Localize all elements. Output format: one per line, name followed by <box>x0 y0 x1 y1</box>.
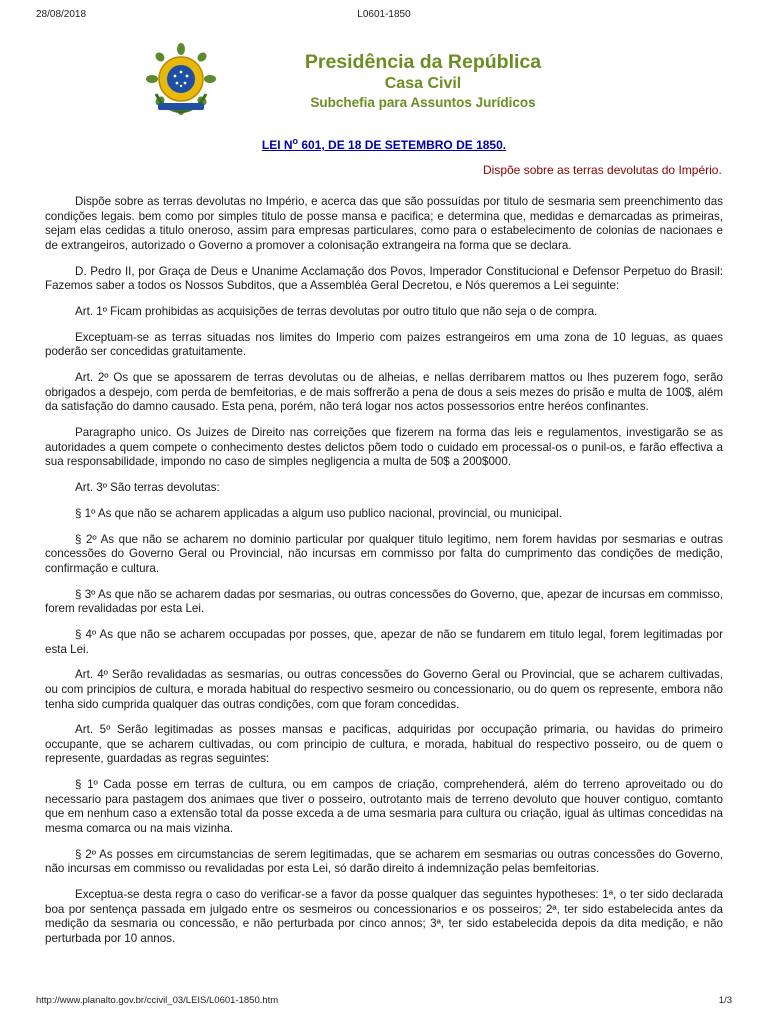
paragraph-art-3-s2: § 2º As que não se acharem no dominio particular por qualquer titulo legitimo, nem forem havidas por sesmarias e outras concessões do Governo Geral ou Provincial, não incursas em commisso por falta do cumprimento das condições de medição, confirmação e cultura. <box>45 532 723 575</box>
page-number: 1/3 <box>718 995 732 1006</box>
coat-of-arms-icon <box>146 42 216 116</box>
paragraph-art-3-s3: § 3º As que não se acharem dadas por sesmarias, ou outras concessões do Governo, que, apezar de incursas em commisso, forem revalidadas por esta Lei. <box>45 587 723 616</box>
paragraph-art-3: Art. 3º São terras devolutas: <box>75 481 220 495</box>
paragraph-art-5: Art. 5º Serão legitimadas as posses mansas e pacificas, adquiridas por occupação primaria, ou havidas do primeiro occupante, que se acharem cultivadas, ou com principio de cultura, e morada, habitual do respectivo posseiro, ou de quem o represente, guardadas as regras seguintes: <box>45 723 723 766</box>
print-title: L0601-1850 <box>357 9 411 20</box>
law-body <box>45 195 723 958</box>
paragraph-art-3-s4: § 4º As que não se acharem occupadas por posses, que, apezar de não se fundarem em titulo legal, forem legitimadas por esta Lei. <box>45 627 723 656</box>
paragraph-art-5-s2: § 2º As posses em circumstancias de serem legitimadas, que se acharem em sesmarias ou outras concessões do Governo, não incursas em commisso ou revalidadas por esta Lei, só darão direito á indemnização pelas bemfeitorias. <box>45 847 723 876</box>
casa-civil-title: Casa Civil <box>384 75 462 92</box>
print-date: 28/08/2018 <box>36 9 87 20</box>
print-header <box>36 9 732 25</box>
law-title-ordinal: o <box>292 136 299 146</box>
paragraph-art-1: Art. 1º Ficam prohibidas as acquisições de terras devolutas por outro titulo que não seja o de compra. <box>75 304 598 318</box>
paragraph-art-2: Art. 2º Os que se apossarem de terras devolutas ou de alheias, e nellas derribarem mattos ou lhes puzerem fogo, serão obrigados a despejo, com perda de bemfeitorias, e de mais soffrerão a pena de dous a seis mezes do prisão e multa de 100$, além da satisfação do damno causado. Esta pena, porém, não terá logar nos actos possessorios entre heréos confinantes. <box>45 371 723 414</box>
paragraph-art-5-s1: § 1º Cada posse em terras de cultura, ou em campos de criação, comprehenderá, além do terreno aproveitado ou do necessario para pastagem dos animaes que tiver o posseiro, outrotanto mais de terreno devoluto que houver contiguo, comtanto que em nenhum caso a extensão total da posse exceda a de uma sesmaria para cultura ou criação, igual ás ultimas concedidas na mesma comarca ou na mais vizinha. <box>45 778 723 836</box>
ementa: Dispõe sobre as terras devolutas do Império. <box>483 163 722 177</box>
law-title[interactable] <box>0 136 768 152</box>
paragraph-art-4: Art. 4º Serão revalidadas as sesmarias, ou outras concessões do Governo Geral ou Provincial, que se acharem cultivadas, ou com principios de cultura, e morada habitual do respectivo sesmeiro ou concessionario, ou do quem os represente, embora não tenha sido cumprida qualquer das outras condições, com que foram concedidas. <box>45 668 723 711</box>
source-url[interactable]: http://www.planalto.gov.br/ccivil_03/LEIS/L0601-1850.htm <box>36 995 279 1006</box>
print-footer <box>36 995 732 1009</box>
paragraph-art-1-exception: Exceptuam-se as terras situadas nos limites do Imperio com paizes estrangeiros em uma zona de 10 leguas, as quaes poderão ser concedidas gratuitamente. <box>45 330 723 359</box>
paragraph-art-2-unico: Paragrapho unico. Os Juizes de Direito nas correições que fizerem na forma das leis e regulamentos, investigarão se as autoridades a quem compete o conhecimento destes delictos põem todo o cuidado em processal-os o punil-os, e farão effectiva a sua responsabilidade, impondo no caso de simples negligencia a multa de 50$ a 200$000. <box>45 426 723 469</box>
government-header <box>268 50 578 112</box>
law-title-suffix: 601, DE 18 DE SETEMBRO DE 1850. <box>298 138 507 152</box>
paragraph-art-5-exception: Exceptua-se desta regra o caso do verificar-se a favor da posse qualquer das seguintes hypotheses: 1ª, o ter sido declarada boa por sentença passada em julgado entre os sesmeiros ou concessionarios e os posseiros; 2ª, ter sido estabelecida antes da medição da sesmaria ou concessão, e não perturbada por cinco annos; 3ª, ter sido estabelecida depois da dita medição, e não perturbada por 10 annos. <box>45 888 723 945</box>
subchefia-title: Subchefia para Assuntos Jurídicos <box>310 95 536 110</box>
paragraph-proclamation: D. Pedro II, por Graça de Deus e Unanime Acclamação dos Povos, Imperador Constitucional e Defensor Perpetuo do Brasil: Fazemos saber a todos os Nossos Subditos, que a Assembléa Geral Decretou, e Nós queremos a Lei seguinte: <box>45 264 723 293</box>
paragraph-art-3-s1: § 1º As que não se acharem applicadas a algum uso publico nacional, provincial, ou municipal. <box>75 506 562 520</box>
paragraph-preamble: Dispõe sobre as terras devolutas no Império, e acerca das que são possuídas por titulo de sesmaria sem preenchimento das condições legais. bem como por simples titulo de posse mansa e pacifica; e determina que, medidas e demarcadas as primeiras, sejam elas cedidas a titulo oneroso, assim para empresas particulares, como para o estabelecimento de colonias de nacionaes e de extrangeiros, autorizado o Governo a promover a colonisação extrangeira na forma que se declara. <box>45 195 723 252</box>
presidency-title: Presidência da República <box>304 51 542 73</box>
law-title-prefix: LEI N <box>261 138 293 152</box>
